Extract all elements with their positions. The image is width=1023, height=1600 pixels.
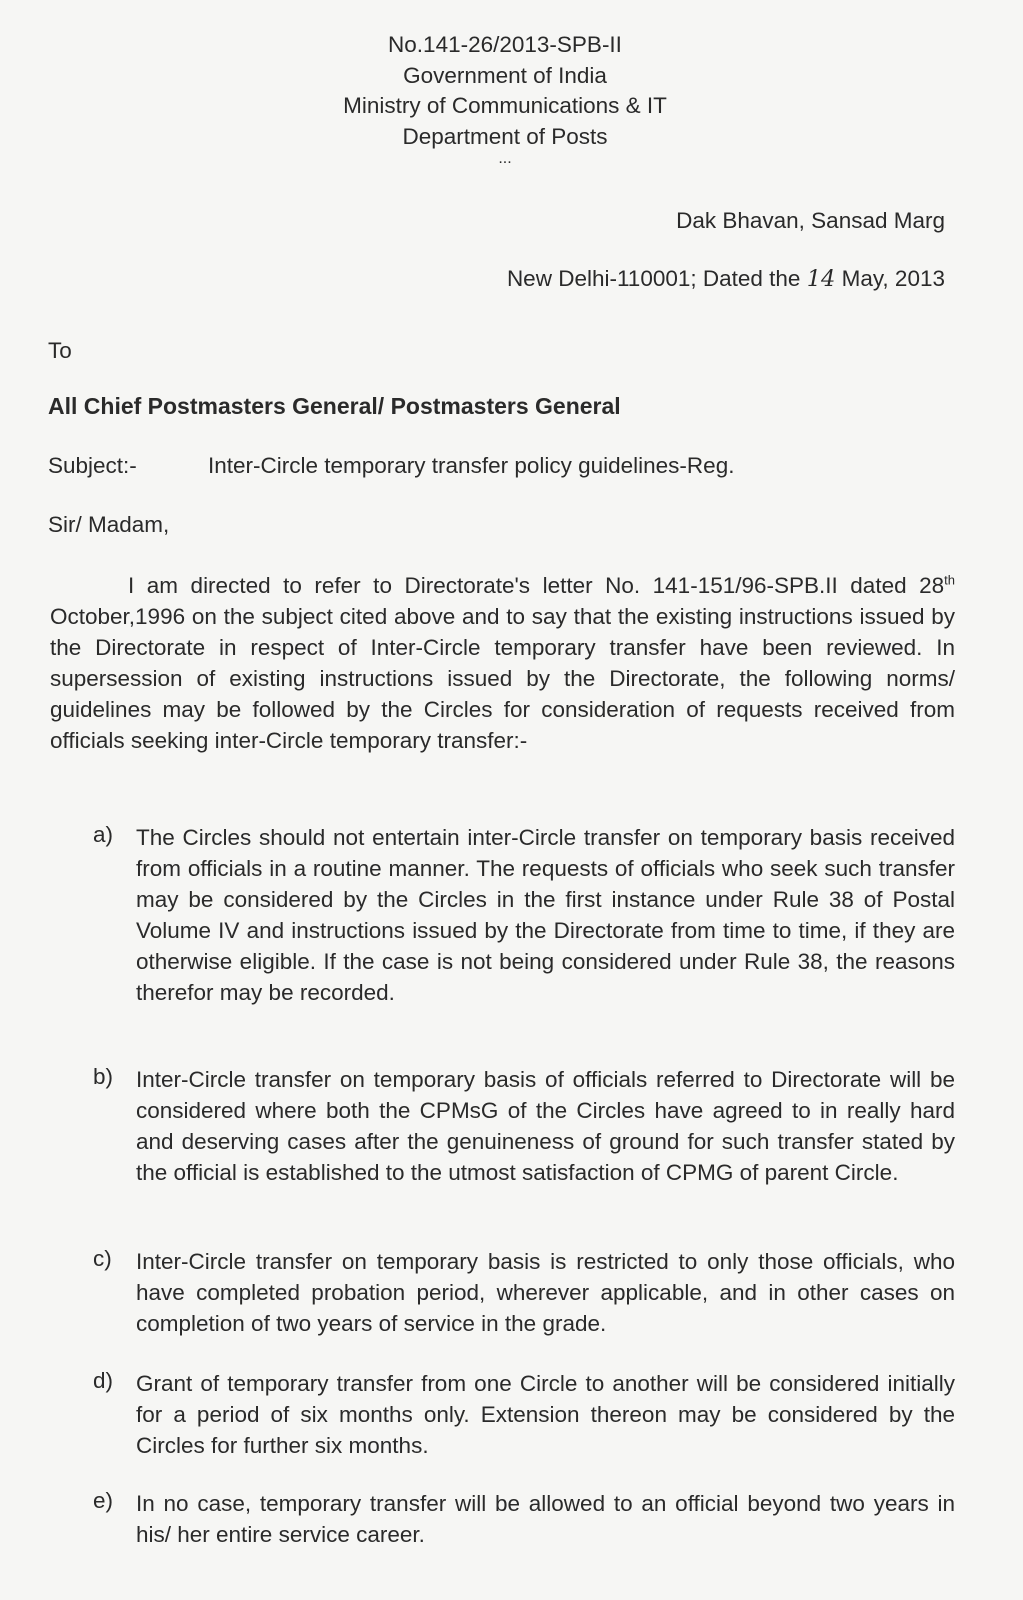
list-item-text: Inter-Circle transfer on temporary basis of officials referred to Directorate will be considered where both the CPMsG of the Circles have agreed to in really hard and deserving cases after the genuineness of ground for such transfer stated by the official is established to the utmost satisfaction of CPMG of parent Circle.: [136, 1067, 955, 1185]
recipient: All Chief Postmasters General/ Postmasters General: [48, 393, 621, 419]
government-name: Government of India: [403, 62, 607, 88]
dateline-prefix: New Delhi-110001; Dated the: [506, 266, 807, 291]
intro-text-2: October,1996 on the subject cited above and to say that the existing instructions issued by the Directorate in respect of Inter-Circle temporary transfer have been reviewed. In supersession of existing instructions issued by the Directorate, the following norms/ guidelines may be followed by the Circles for consideration of requests received from officials seeking inter-Circle temporary transfer:-: [50, 604, 955, 753]
reference-number: No.141-26/2013-SPB-II: [388, 32, 622, 57]
intro-text-1: I am directed to refer to Directorate's letter No. 141-151/96-SPB.II dated 28: [128, 573, 945, 598]
list-item-label: c): [93, 1246, 112, 1271]
department-name: Department of Posts: [402, 123, 608, 149]
list-item: [93, 1246, 955, 1339]
list-item-label: d): [93, 1368, 114, 1393]
list-item: [93, 1488, 955, 1550]
list-item: [93, 1368, 955, 1461]
superscript: th: [944, 572, 955, 588]
list-item-label: a): [93, 822, 114, 847]
dateline: [507, 266, 945, 292]
header-separator: ...: [498, 150, 512, 167]
list-item: [93, 1064, 955, 1188]
letter-header: [250, 30, 760, 166]
list-item-text: Grant of temporary transfer from one Circle to another will be considered initially for a period of six months only. Extension thereon may be considered by the Circles for further six months.: [136, 1371, 955, 1458]
salutation: Sir/ Madam,: [48, 512, 170, 537]
list-item-label: e): [93, 1488, 114, 1513]
intro-paragraph: [50, 570, 955, 756]
list-item-text: In no case, temporary transfer will be allowed to an official beyond two years in his/ her entire service career.: [136, 1491, 955, 1547]
ministry-name: Ministry of Communications & IT: [343, 93, 667, 118]
list-item-text: The Circles should not entertain inter-Circle transfer on temporary basis received from officials in a routine manner. The requests of officials who seek such transfer may be considered by the Circles in the first instance under Rule 38 of Postal Volume IV and instructions issued by the Directorate from time to time, if they are otherwise eligible. If the case is not being considered under Rule 38, the reasons therefor may be recorded.: [136, 825, 955, 1005]
list-item-text: Inter-Circle transfer on temporary basis is restricted to only those officials, who have completed probation period, wherever applicable, and in other cases on completion of two years of service in the grade.: [136, 1249, 955, 1336]
subject-text: Inter-Circle temporary transfer policy guidelines-Reg.: [208, 453, 735, 478]
dateline-suffix: May, 2013: [835, 266, 945, 291]
list-item: [93, 822, 955, 1008]
subject-label: Subject:-: [48, 453, 137, 478]
handwritten-day: 14: [806, 266, 836, 292]
address: Dak Bhavan, Sansad Marg: [676, 208, 945, 233]
to-label: To: [48, 338, 72, 363]
list-item-label: b): [93, 1064, 114, 1089]
